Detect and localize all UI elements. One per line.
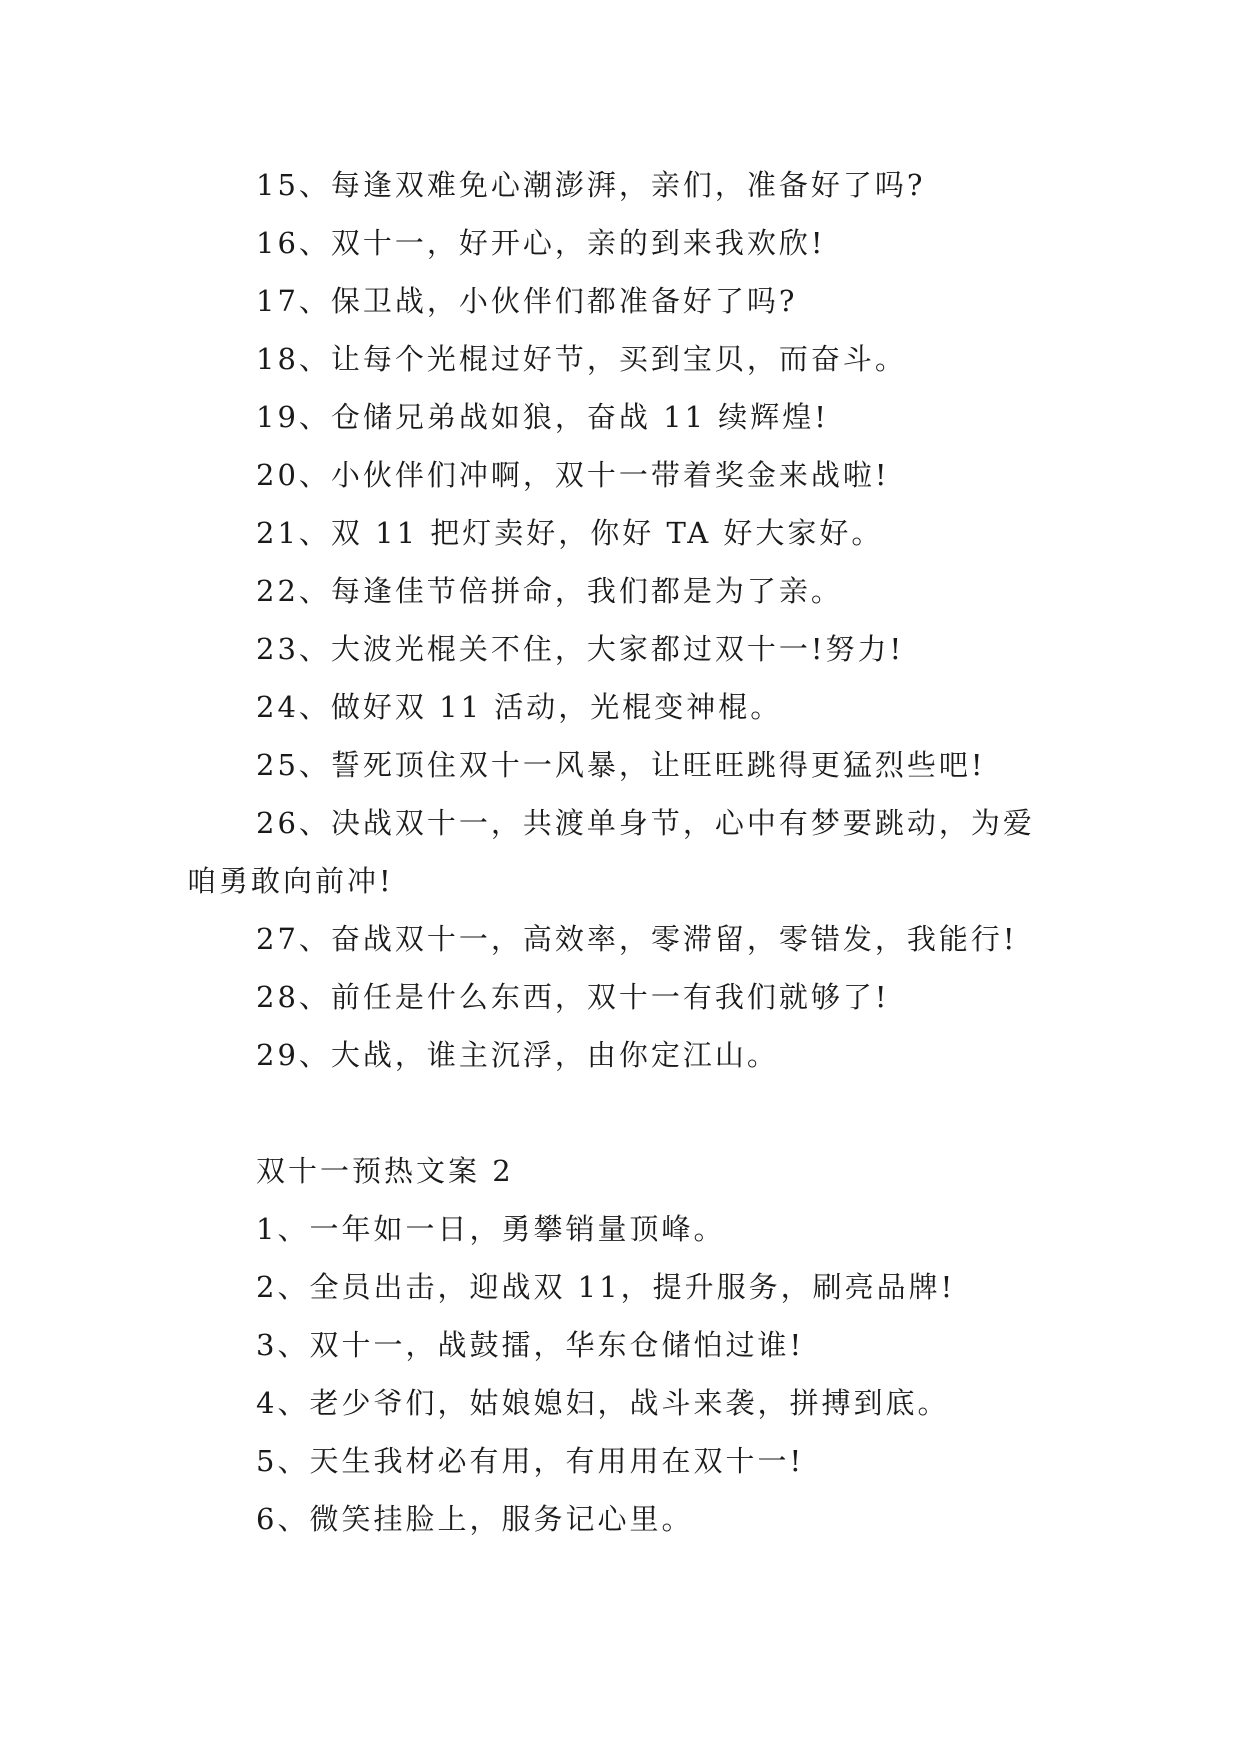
list-item: 3、双十一，战鼓擂，华东仓储怕过谁! xyxy=(256,1328,805,1362)
list-item: 19、仓储兄弟战如狼，奋战 11 续辉煌! xyxy=(256,400,829,434)
list-item: 24、做好双 11 活动，光棍变神棍。 xyxy=(256,690,783,724)
list-item: 4、老少爷们，姑娘媳妇，战斗来袭，拼搏到底。 xyxy=(256,1386,950,1420)
list-item: 15、每逢双难免心潮澎湃，亲们，准备好了吗? xyxy=(256,168,926,202)
list-item-continuation: 咱勇敢向前冲! xyxy=(187,864,394,898)
list-item: 5、天生我材必有用，有用用在双十一! xyxy=(256,1444,805,1478)
list-item: 23、大波光棍关不住，大家都过双十一!努力! xyxy=(256,632,905,666)
list-item: 1、一年如一日，勇攀销量顶峰。 xyxy=(256,1212,726,1246)
list-item: 25、誓死顶住双十一风暴，让旺旺跳得更猛烈些吧! xyxy=(256,748,986,782)
list-item: 27、奋战双十一，高效率，零滞留，零错发，我能行! xyxy=(256,922,1018,956)
list-item: 2、全员出击，迎战双 11，提升服务，刷亮品牌! xyxy=(256,1270,956,1304)
list-item: 26、决战双十一，共渡单身节，心中有梦要跳动，为爱 xyxy=(256,806,1035,840)
list-item: 17、保卫战，小伙伴们都准备好了吗? xyxy=(256,284,798,318)
list-item: 28、前任是什么东西，双十一有我们就够了! xyxy=(256,980,890,1014)
list-item: 29、大战，谁主沉浮，由你定江山。 xyxy=(256,1038,779,1072)
list-item: 16、双十一，好开心，亲的到来我欢欣! xyxy=(256,226,826,260)
section-heading: 双十一预热文案 2 xyxy=(256,1154,514,1188)
list-item: 21、双 11 把灯卖好，你好 TA 好大家好。 xyxy=(256,516,884,550)
list-item: 6、微笑挂脸上，服务记心里。 xyxy=(256,1502,694,1536)
list-item: 18、让每个光棍过好节，买到宝贝，而奋斗。 xyxy=(256,342,907,376)
list-item: 20、小伙伴们冲啊，双十一带着奖金来战啦! xyxy=(256,458,890,492)
list-item: 22、每逢佳节倍拼命，我们都是为了亲。 xyxy=(256,574,843,608)
